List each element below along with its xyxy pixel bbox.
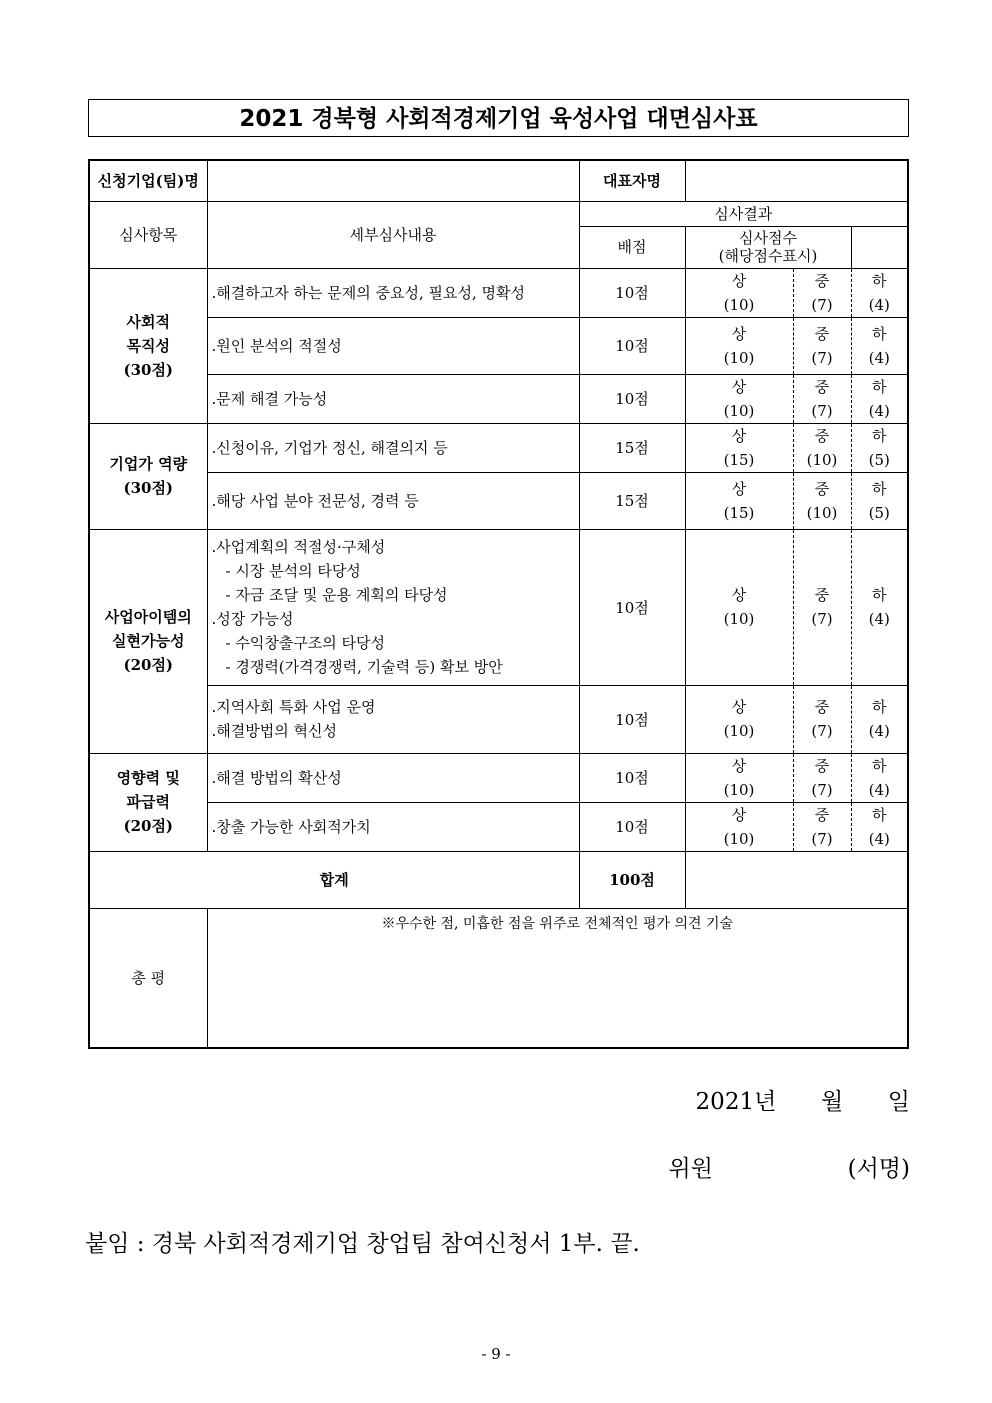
detail-cell xyxy=(207,374,579,423)
grade-label: 상 xyxy=(731,426,747,445)
grade-label: 하 xyxy=(872,377,887,396)
grade-label: 하 xyxy=(872,805,887,824)
score-header-line2: (해당점수표시) xyxy=(718,247,818,265)
page-number: - 9 - xyxy=(481,1345,511,1363)
grade-high[interactable] xyxy=(685,529,793,685)
grade-score: (10) xyxy=(723,348,755,367)
grade-label: 하 xyxy=(872,586,887,604)
grade-mid[interactable] xyxy=(793,472,851,529)
grade-mid[interactable] xyxy=(793,423,851,472)
grade-score: (7) xyxy=(811,610,833,628)
grade-score: (7) xyxy=(811,780,833,799)
sign-role: 위원 xyxy=(668,1156,713,1182)
grade-label: 중 xyxy=(814,324,830,343)
score-header-line1: 심사점수 xyxy=(739,229,797,247)
grade-high[interactable] xyxy=(685,472,793,529)
category-line: 파급력 xyxy=(126,793,170,811)
grade-mid[interactable] xyxy=(793,753,851,802)
grade-score: (7) xyxy=(811,295,833,314)
grade-score: (15) xyxy=(723,503,755,522)
category-feasibility xyxy=(89,529,207,753)
points-cell: 15점 xyxy=(579,423,685,472)
category-line: 사회적 xyxy=(126,312,170,331)
grade-score: (10) xyxy=(806,503,838,522)
signature-line xyxy=(669,1150,910,1183)
signature-date xyxy=(696,1083,910,1116)
grade-score: (10) xyxy=(723,401,755,420)
grade-label: 중 xyxy=(814,479,830,498)
category-line: 영향력 및 xyxy=(116,769,180,787)
points-cell: 10점 xyxy=(579,374,685,423)
detail-line: .사업계획의 적절성·구체성 xyxy=(211,538,386,556)
grade-label: 하 xyxy=(872,479,887,498)
review-note[interactable]: ※우수한 점, 미흡한 점을 위주로 전체적인 평가 의견 기술 xyxy=(207,908,908,1048)
grade-label: 상 xyxy=(731,756,747,775)
category-line: 실현가능성 xyxy=(112,632,185,650)
grade-mid[interactable] xyxy=(793,374,851,423)
detail-line: - 자금 조달 및 운용 계획의 타당성 xyxy=(225,586,448,604)
category-line: 기업가 역량 xyxy=(109,455,188,473)
grade-score: (10) xyxy=(723,780,755,799)
grade-label: 상 xyxy=(731,377,747,396)
grade-score: (15) xyxy=(723,450,755,469)
grade-score: (10) xyxy=(723,722,755,740)
representative-label: 대표자명 xyxy=(579,160,685,201)
points-cell: 10점 xyxy=(579,802,685,851)
grade-label: 중 xyxy=(814,586,830,604)
points-cell: 10점 xyxy=(579,268,685,317)
total-points: 100점 xyxy=(579,851,685,908)
grade-low[interactable] xyxy=(851,374,908,423)
grade-mid[interactable] xyxy=(793,529,851,685)
detail-cell xyxy=(207,529,579,685)
detail-header: 세부심사내용 xyxy=(207,201,579,268)
points-cell: 10점 xyxy=(579,317,685,374)
category-line: 목직성 xyxy=(126,336,170,355)
detail-line: - 수익창출구조의 타당성 xyxy=(225,634,386,652)
sign-mark: (서명) xyxy=(847,1156,910,1182)
grade-label: 상 xyxy=(731,324,747,343)
review-label: 총 평 xyxy=(89,908,207,1048)
grade-score: (10) xyxy=(806,450,838,469)
total-score[interactable] xyxy=(685,851,908,908)
grade-score: (5) xyxy=(868,503,890,522)
grade-low[interactable] xyxy=(851,529,908,685)
grade-label: 하 xyxy=(872,324,887,343)
detail-line: .해결 방법의 확산성 xyxy=(211,768,342,787)
grade-low[interactable] xyxy=(851,685,908,753)
grade-score: (4) xyxy=(868,610,890,628)
grade-high[interactable] xyxy=(685,374,793,423)
grade-high[interactable] xyxy=(685,685,793,753)
category-entrepreneur-capacity xyxy=(89,423,207,529)
grade-high[interactable] xyxy=(685,317,793,374)
grade-label: 중 xyxy=(814,805,830,824)
grade-score: (7) xyxy=(811,722,833,740)
grade-low[interactable] xyxy=(851,802,908,851)
date-year: 2021년 xyxy=(695,1089,777,1115)
grade-mid[interactable] xyxy=(793,317,851,374)
grade-label: 중 xyxy=(814,756,830,775)
date-month: 월 xyxy=(820,1089,844,1115)
detail-cell xyxy=(207,472,579,529)
grade-score: (10) xyxy=(723,829,755,848)
grade-label: 상 xyxy=(731,586,747,604)
grade-low[interactable] xyxy=(851,472,908,529)
detail-line: .해결방법의 혁신성 xyxy=(211,722,337,740)
grade-label: 중 xyxy=(814,377,830,396)
detail-cell xyxy=(207,268,579,317)
representative-value[interactable] xyxy=(685,160,908,201)
points-cell: 15점 xyxy=(579,472,685,529)
grade-score: (4) xyxy=(868,829,890,848)
applicant-label: 신청기업(팀)명 xyxy=(89,160,207,201)
grade-label: 하 xyxy=(872,756,887,775)
grade-label: 하 xyxy=(872,271,887,290)
points-cell: 10점 xyxy=(579,753,685,802)
detail-line: .문제 해결 가능성 xyxy=(211,389,328,408)
detail-cell xyxy=(207,802,579,851)
attachment-note: 붙임 : 경북 사회적경제기업 창업팀 참여신청서 1부. 끝. xyxy=(85,1231,640,1257)
grade-mid[interactable] xyxy=(793,268,851,317)
total-label: 합계 xyxy=(89,851,579,908)
grade-score: (4) xyxy=(868,348,890,367)
grade-score: (4) xyxy=(868,295,890,314)
category-line: (30점) xyxy=(123,360,174,379)
category-line: (20점) xyxy=(123,656,174,674)
points-cell: 10점 xyxy=(579,529,685,685)
grade-score: (5) xyxy=(868,450,890,469)
grade-score: (4) xyxy=(868,722,890,740)
grade-low[interactable] xyxy=(851,268,908,317)
grade-score: (7) xyxy=(811,348,833,367)
grade-score: (7) xyxy=(811,401,833,420)
grade-label: 상 xyxy=(731,271,747,290)
grade-low[interactable] xyxy=(851,423,908,472)
detail-cell xyxy=(207,685,579,753)
grade-label: 중 xyxy=(814,698,830,716)
allocation-header: 배점 xyxy=(579,226,685,268)
detail-line: - 경쟁력(가격경쟁력, 기술력 등) 확보 방안 xyxy=(225,658,503,676)
grade-label: 중 xyxy=(814,271,830,290)
detail-line: .성장 가능성 xyxy=(211,610,294,628)
evaluation-table xyxy=(88,159,909,1049)
grade-score: (10) xyxy=(723,610,755,628)
category-social-purpose xyxy=(89,268,207,423)
detail-cell xyxy=(207,753,579,802)
grade-score: (10) xyxy=(723,295,755,314)
document-title: 2021 경북형 사회적경제기업 육성사업 대면심사표 xyxy=(88,99,909,137)
detail-line: - 시장 분석의 타당성 xyxy=(225,562,361,580)
detail-line: .해결하고자 하는 문제의 중요성, 필요성, 명확성 xyxy=(211,283,525,302)
score-header xyxy=(685,226,851,268)
grade-mid[interactable] xyxy=(793,802,851,851)
detail-line: .신청이유, 기업가 정신, 해결의지 등 xyxy=(211,438,448,457)
grade-label: 상 xyxy=(731,698,747,716)
detail-cell xyxy=(207,317,579,374)
grade-label: 하 xyxy=(872,426,887,445)
grade-score: (4) xyxy=(868,401,890,420)
grade-low[interactable] xyxy=(851,753,908,802)
grade-score: (7) xyxy=(811,829,833,848)
result-header: 심사결과 xyxy=(579,201,908,226)
grade-label: 하 xyxy=(872,698,887,716)
grade-mid[interactable] xyxy=(793,685,851,753)
grade-label: 상 xyxy=(731,479,747,498)
grade-high[interactable] xyxy=(685,802,793,851)
detail-line: .창출 가능한 사회적가치 xyxy=(211,817,371,836)
grade-high[interactable] xyxy=(685,753,793,802)
grade-score: (4) xyxy=(868,780,890,799)
detail-line: .원인 분석의 적절성 xyxy=(211,336,342,355)
date-day: 일 xyxy=(887,1089,910,1115)
grade-label: 중 xyxy=(814,426,830,445)
detail-line: .지역사회 특화 사업 운영 xyxy=(211,698,376,716)
grade-low[interactable] xyxy=(851,317,908,374)
item-header: 심사항목 xyxy=(89,201,207,268)
grade-high[interactable] xyxy=(685,423,793,472)
category-line: (20점) xyxy=(123,817,174,835)
points-cell: 10점 xyxy=(579,685,685,753)
category-line: (30점) xyxy=(123,479,174,497)
category-impact xyxy=(89,753,207,851)
grade-high[interactable] xyxy=(685,268,793,317)
category-line: 사업아이템의 xyxy=(104,608,192,626)
applicant-value[interactable] xyxy=(207,160,579,201)
detail-line: .해당 사업 분야 전문성, 경력 등 xyxy=(211,491,419,510)
grade-label: 상 xyxy=(731,805,747,824)
detail-cell xyxy=(207,423,579,472)
